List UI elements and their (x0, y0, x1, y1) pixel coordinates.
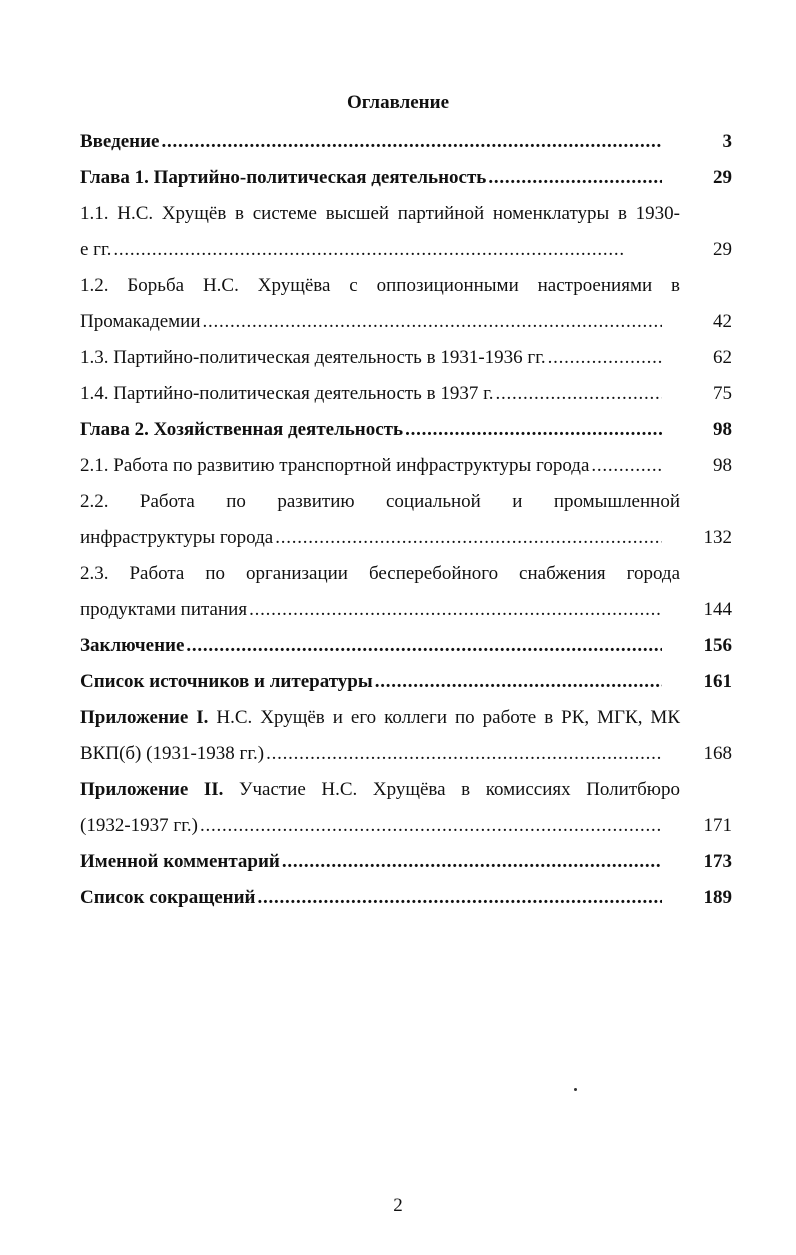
toc-page-number: 98 (713, 455, 732, 476)
toc-entry-text: е гг. (80, 239, 112, 260)
toc-entry-text: Заключение (80, 635, 185, 656)
toc-page-number: 171 (703, 815, 732, 836)
dot-leader (591, 452, 662, 480)
dot-leader (258, 884, 662, 912)
table-of-contents (80, 128, 732, 920)
dot-leader (548, 344, 662, 372)
toc-entry-text: 1.3. Партийно-политическая деятельность в 1931-1936 гг. (80, 347, 546, 368)
toc-entry-text: Список источников и литературы (80, 671, 373, 692)
toc-entry (80, 164, 732, 200)
scan-speck (574, 1088, 577, 1091)
page-title: Оглавление (346, 92, 450, 113)
toc-entry (80, 488, 732, 560)
toc-entry (80, 632, 732, 668)
toc-entry (80, 416, 732, 452)
dot-leader (249, 596, 662, 624)
toc-entry-text: Глава 1. Партийно-политическая деятельность (80, 167, 487, 188)
toc-entry-text: ВКП(б) (1931-1938 гг.) (80, 743, 265, 764)
toc-entry-text: 2.2. Работа по развитию социальной и промышленной (80, 491, 680, 512)
toc-page-number: 3 (722, 131, 732, 152)
toc-entry-text: 1.4. Партийно-политическая деятельность в 1937 г. (80, 383, 494, 404)
toc-entry-text: Введение (80, 131, 160, 152)
toc-entry (80, 884, 732, 920)
dot-leader (405, 416, 662, 444)
dot-leader (203, 308, 662, 336)
toc-entry (80, 344, 732, 380)
toc-page-number: 132 (703, 527, 732, 548)
dot-leader (495, 380, 662, 408)
toc-entry (80, 668, 732, 704)
toc-entry-text: продуктами питания (80, 599, 248, 620)
toc-entry (80, 128, 732, 164)
toc-page-number: 29 (713, 167, 732, 188)
dot-leader (162, 128, 663, 156)
dot-leader (200, 812, 662, 840)
toc-entry-text: Глава 2. Хозяйственная деятельность (80, 419, 404, 440)
toc-page-number: 161 (703, 671, 732, 692)
toc-entry-text: Промакадемии (80, 311, 201, 332)
toc-entry-text: 1.2. Борьба Н.С. Хрущёва с оппозиционными настроениями в (80, 275, 680, 296)
toc-entry (80, 200, 732, 272)
toc-page-number: 42 (713, 311, 732, 332)
toc-entry-text: Именной комментарий (80, 851, 280, 872)
toc-page-number: 62 (713, 347, 732, 368)
toc-entry-text: Приложение I. Н.С. Хрущёв и его коллеги по работе в РК, МГК, МК (80, 707, 680, 728)
page-number: 2 (393, 1195, 403, 1216)
dot-leader (113, 236, 662, 264)
toc-entry-text: Приложение II. Участие Н.С. Хрущёва в комиссиях Политбюро (80, 779, 680, 800)
toc-entry-text: (1932-1937 гг.) (80, 815, 198, 836)
toc-entry (80, 380, 732, 416)
dot-leader (275, 524, 662, 552)
toc-entry-text: инфраструктуры города (80, 527, 274, 548)
toc-page-number: 189 (703, 887, 732, 908)
toc-page-number: 75 (713, 383, 732, 404)
toc-page-number: 173 (703, 851, 732, 872)
toc-entry (80, 704, 732, 776)
dot-leader (375, 668, 662, 696)
toc-entry-text: 1.1. Н.С. Хрущёв в системе высшей партийной номенклатуры в 1930- (80, 203, 680, 224)
dot-leader (488, 164, 662, 192)
toc-entry-text: 2.3. Работа по организации бесперебойного снабжения города (80, 563, 680, 584)
toc-page-number: 168 (703, 743, 732, 764)
toc-page-number: 29 (713, 239, 732, 260)
toc-entry (80, 776, 732, 848)
toc-entry-text: 2.1. Работа по развитию транспортной инфраструктуры города (80, 455, 590, 476)
toc-entry (80, 452, 732, 488)
toc-page-number: 144 (703, 599, 732, 620)
toc-entry (80, 560, 732, 632)
toc-entry (80, 272, 732, 344)
dot-leader (282, 848, 662, 876)
toc-page-number: 156 (703, 635, 732, 656)
toc-page-number: 98 (713, 419, 732, 440)
dot-leader (266, 740, 662, 768)
toc-entry-text: Список сокращений (80, 887, 256, 908)
dot-leader (186, 632, 662, 660)
toc-entry (80, 848, 732, 884)
